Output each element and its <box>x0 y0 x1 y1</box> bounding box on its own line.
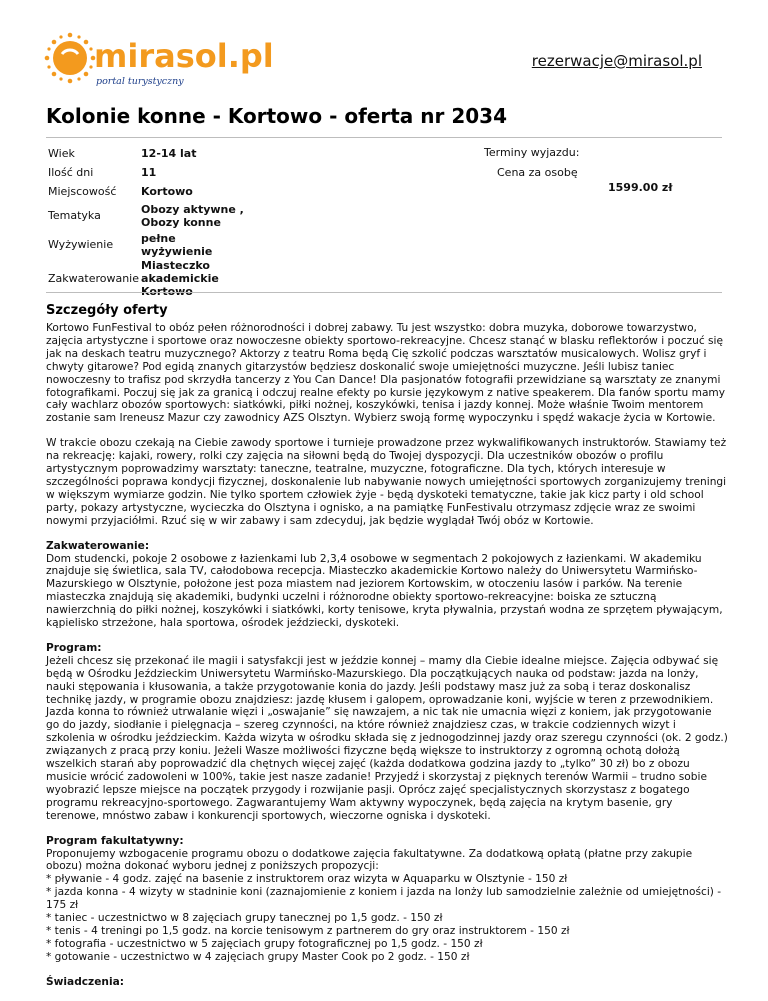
list-item: * fotografia - uczestnictwo w 5 zajęciach grupy fotograficznej po 1,5 godz. - 150 zł <box>46 937 483 950</box>
page-title: Kolonie konne - Kortowo - oferta nr 2034 <box>46 104 507 128</box>
benefits-heading: Świadczenia: <box>46 975 124 988</box>
price-label: Cena za osobę <box>497 166 578 179</box>
info-divider <box>46 292 722 293</box>
optional-program-heading: Program fakultatywny: <box>46 834 184 847</box>
info-value: Kortowo <box>141 185 193 198</box>
activities-paragraph: W trakcie obozu czekają na Ciebie zawody sportowe i turnieje prowadzone przez wykwalifikowanych instruktorów. Stawiamy też na rekreację: kajaki, rowery, rolki czy zajęcia na siłowni będą do Twojej dyspozycji. Dla uczestników obozów o profilu artystycznym poprowadzimy warsztaty: taneczne, teatralne, muzyczne, fotograficzne. Dla tych, których interesuje w szczególności poprawa kondycji fizycznej, doskonalenie lub nabywanie nowych umiejętności sportowych zorganizujemy treningi w większym wymiarze godzin. Nie tylko sportem człowiek żyje - będą dyskoteki tematyczne, takie jak kicz party i old school party, pokazy artystyczne, wycieczka do Olsztyna i ognisko, a na pamiątkę FunFestivalu otrzymasz zdjęcie wraz ze swoimi nowymi przyjaciółmi. Rzuć się w wir zabawy i sam zdecyduj, jak będzie wyglądał Twój obóz w Kortowie. <box>46 437 727 527</box>
offer-details <box>46 322 728 1001</box>
accommodation-text: Dom studencki, pokoje 2 osobowe z łazienkami lub 2,3,4 osobowe w segmentach 2 pokojowych z łazienkami. W akademiku znajduje się świetlica, sala TV, całodobowa recepcja. Miasteczko akademickie Kortowo należy do Uniwersytetu Warmińsko-Mazurskiego w Olsztynie, położone jest poza miastem nad jeziorem Kortowskim, w otoczeniu lasów i parków. Na terenie miasteczka znajdują się akademiki, budynki uczelni i różnorodne obiekty sportowo-rekreacyjne: boiska ze sztuczną nawierzchnią do piłki nożnej, koszykówki i siatkówki, korty tenisowe, kryta pływalnia, przystań wodna ze sprzętem pływającym, kąpielisko strzeżone, hala sportowa, ośrodek jeździecki, dyskoteki. <box>46 552 723 630</box>
info-row-location <box>46 182 275 201</box>
list-item: * pływanie - 4 godz. zajęć na basenie z instruktorem oraz wizyta w Aquaparku w Olsztynie - 150 zł <box>46 873 568 886</box>
info-value: pełne wyżywienie <box>141 231 213 258</box>
logo-tagline: portal turystyczny <box>96 76 184 87</box>
optional-program-intro: Proponujemy wzbogacenie programu obozu o dodatkowe zajęcia fakultatywne. Za dodatkową opłatą (płatne przy zakupie obozu) można dokonać wyboru jednej z poniższych propozycji: <box>46 847 693 873</box>
details-heading: Szczegóły oferty <box>46 303 168 318</box>
accommodation-section <box>46 540 728 630</box>
info-label: Wyżywienie <box>48 238 114 251</box>
info-row-theme <box>46 201 275 230</box>
info-label: Miejscowość <box>48 185 117 198</box>
info-value: 12-14 lat <box>141 147 197 160</box>
info-row-age <box>46 144 275 163</box>
email-link[interactable]: rezerwacje@mirasol.pl <box>531 52 702 70</box>
list-item: * jazda konna - 4 wizyty w stadninie koni (zaznajomienie z koniem i jazda na lonży lub samodzielnie zależnie od umiejętności) - 175 zł <box>46 886 722 912</box>
info-value: 11 <box>141 166 157 179</box>
program-text: Jeżeli chcesz się przekonać ile magii i satysfakcji jest w jeździe konnej – mamy dla Ciebie idealne miejsce. Zajęcia odbywać się będą w Ośrodku Jeździeckim Uniwersytetu Warmińsko-Mazurskiego. Dla początkujących nauka od podstaw: jazda na lonży, nauki stępowania i kłusowania, a także przygotowanie konia do jazdy. Jeśli podstawy masz już za sobą i teraz doskonalisz technikę jazdy, w programie obozu znajdziesz: jazdę kłusem i galopem, oprowadzanie koni, wyjście w teren z przewodnikiem. Jazda konna to również utrwalanie więzi i „oswajanie” się nawzajem, a nic tak nie umacnia więzi z koniem, jak przygotowanie go do jazdy, siodłanie i pielęgnacja – szereg czynności, na które również znajdziesz czas, w trakcie codziennych wizyt i szkolenia w ośrodku jeździeckim. Każda wizyta w ośrodku składa się z jednogodzinnej jazdy oraz szeregu czynności (ok. 2 godz.) związanych z pracą przy koniu. Jeżeli Wasze możliwości fizyczne będą większe to instruktorzy z ogromną ochotą dołożą wszelkich starań aby poprowadzić dla chętnych więcej zajęć (każda dodatkowa godzina jazdy to „tylko” 30 zł) bo z obozu musicie wrócić zadowoleni w 100%, takie jest nasze zadanie! Przyjedź i skorzystaj z pięknych terenów Warmii – trudno sobie wyobrazić lepsze miejsce na początek przygody i rozwijanie pasji. Oprócz zajęć specjalistycznych skorzystasz z bogatego programu rekreacyjno-sportowego. Zagwarantujemy Wam aktywny wypoczynek, będą zajęcia na krytym basenie, gry terenowe, mnóstwo zabaw i konkurencji sportowych, wieczorne ogniska i dyskoteki. <box>46 654 728 822</box>
departure-dates-label: Terminy wyjazdu: <box>484 146 580 159</box>
info-label: Wiek <box>48 147 75 160</box>
sun-logo-icon <box>44 30 284 90</box>
info-label: Tematyka <box>48 209 101 222</box>
info-value: Miasteczko akademickie Kortowo <box>141 259 219 298</box>
logo-wordmark: mirasol.pl <box>94 37 274 75</box>
list-item: * tenis - 4 treningi po 1,5 godz. na korcie tenisowym z partnerem do gry oraz instruktorem - 150 zł <box>46 924 570 937</box>
list-item: * gotowanie - uczestnictwo w 4 zajęciach grupy Master Cook po 2 godz. - 150 zł <box>46 950 470 963</box>
benefits-section <box>46 976 728 989</box>
intro-paragraph: Kortowo FunFestival to obóz pełen różnorodności i dobrej zabawy. Tu jest wszystko: dobra muzyka, doborowe towarzystwo, zajęcia artystyczne i sportowe oraz nowoczesne obiekty sportowo-rekreacyjne. Chcesz stanąć w blasku reflektorów i poczuć się jak na deskach teatru muzycznego? Aktorzy z teatru Roma będą Cię szkolić podczas warsztatów musicalowych. Wolisz gryf i chwyty gitarowe? Pod egidą znanych gitarzystów będziesz doskonalić swoje umiejętności muzyczne. Jeśli lubisz taniec nowoczesny to trafisz pod skrzydła tancerzy z You Can Dance! Dla pasjonatów fotografii przewidziane są warsztaty ze znanymi fotografikami. Poczuj się jak za granicą i odczuj realne efekty po kursie językowym z native speakerem. Dla fanów sportu mamy cały wachlarz obozów sportowych: siatkówki, piłki nożnej, koszykówki, tenisa i jazdy konnej. Może właśnie Twoim mentorem zostanie sam Ireneusz Mazur czy zawodnicy AZS Olsztyn. Wybierz swoją formę wypoczynku i spędź wakacje życia w Kortowie. <box>46 322 726 425</box>
info-label: Ilość dni <box>48 166 94 179</box>
info-label: Zakwaterowanie <box>48 272 140 285</box>
accommodation-heading: Zakwaterowanie: <box>46 539 150 552</box>
info-row-days <box>46 163 275 182</box>
mirasol-logo[interactable] <box>44 30 284 90</box>
optional-program-section <box>46 835 728 964</box>
list-item: * taniec - uczestnictwo w 8 zajęciach grupy tanecznej po 1,5 godz. - 150 zł <box>46 912 443 925</box>
info-value: Obozy aktywne , Obozy konne <box>141 202 244 229</box>
program-section <box>46 642 728 823</box>
title-divider <box>46 137 722 138</box>
price-value: 1599.00 zł <box>608 181 673 194</box>
info-row-meals <box>46 230 275 259</box>
offer-info-table <box>46 144 275 298</box>
program-heading: Program: <box>46 641 102 654</box>
